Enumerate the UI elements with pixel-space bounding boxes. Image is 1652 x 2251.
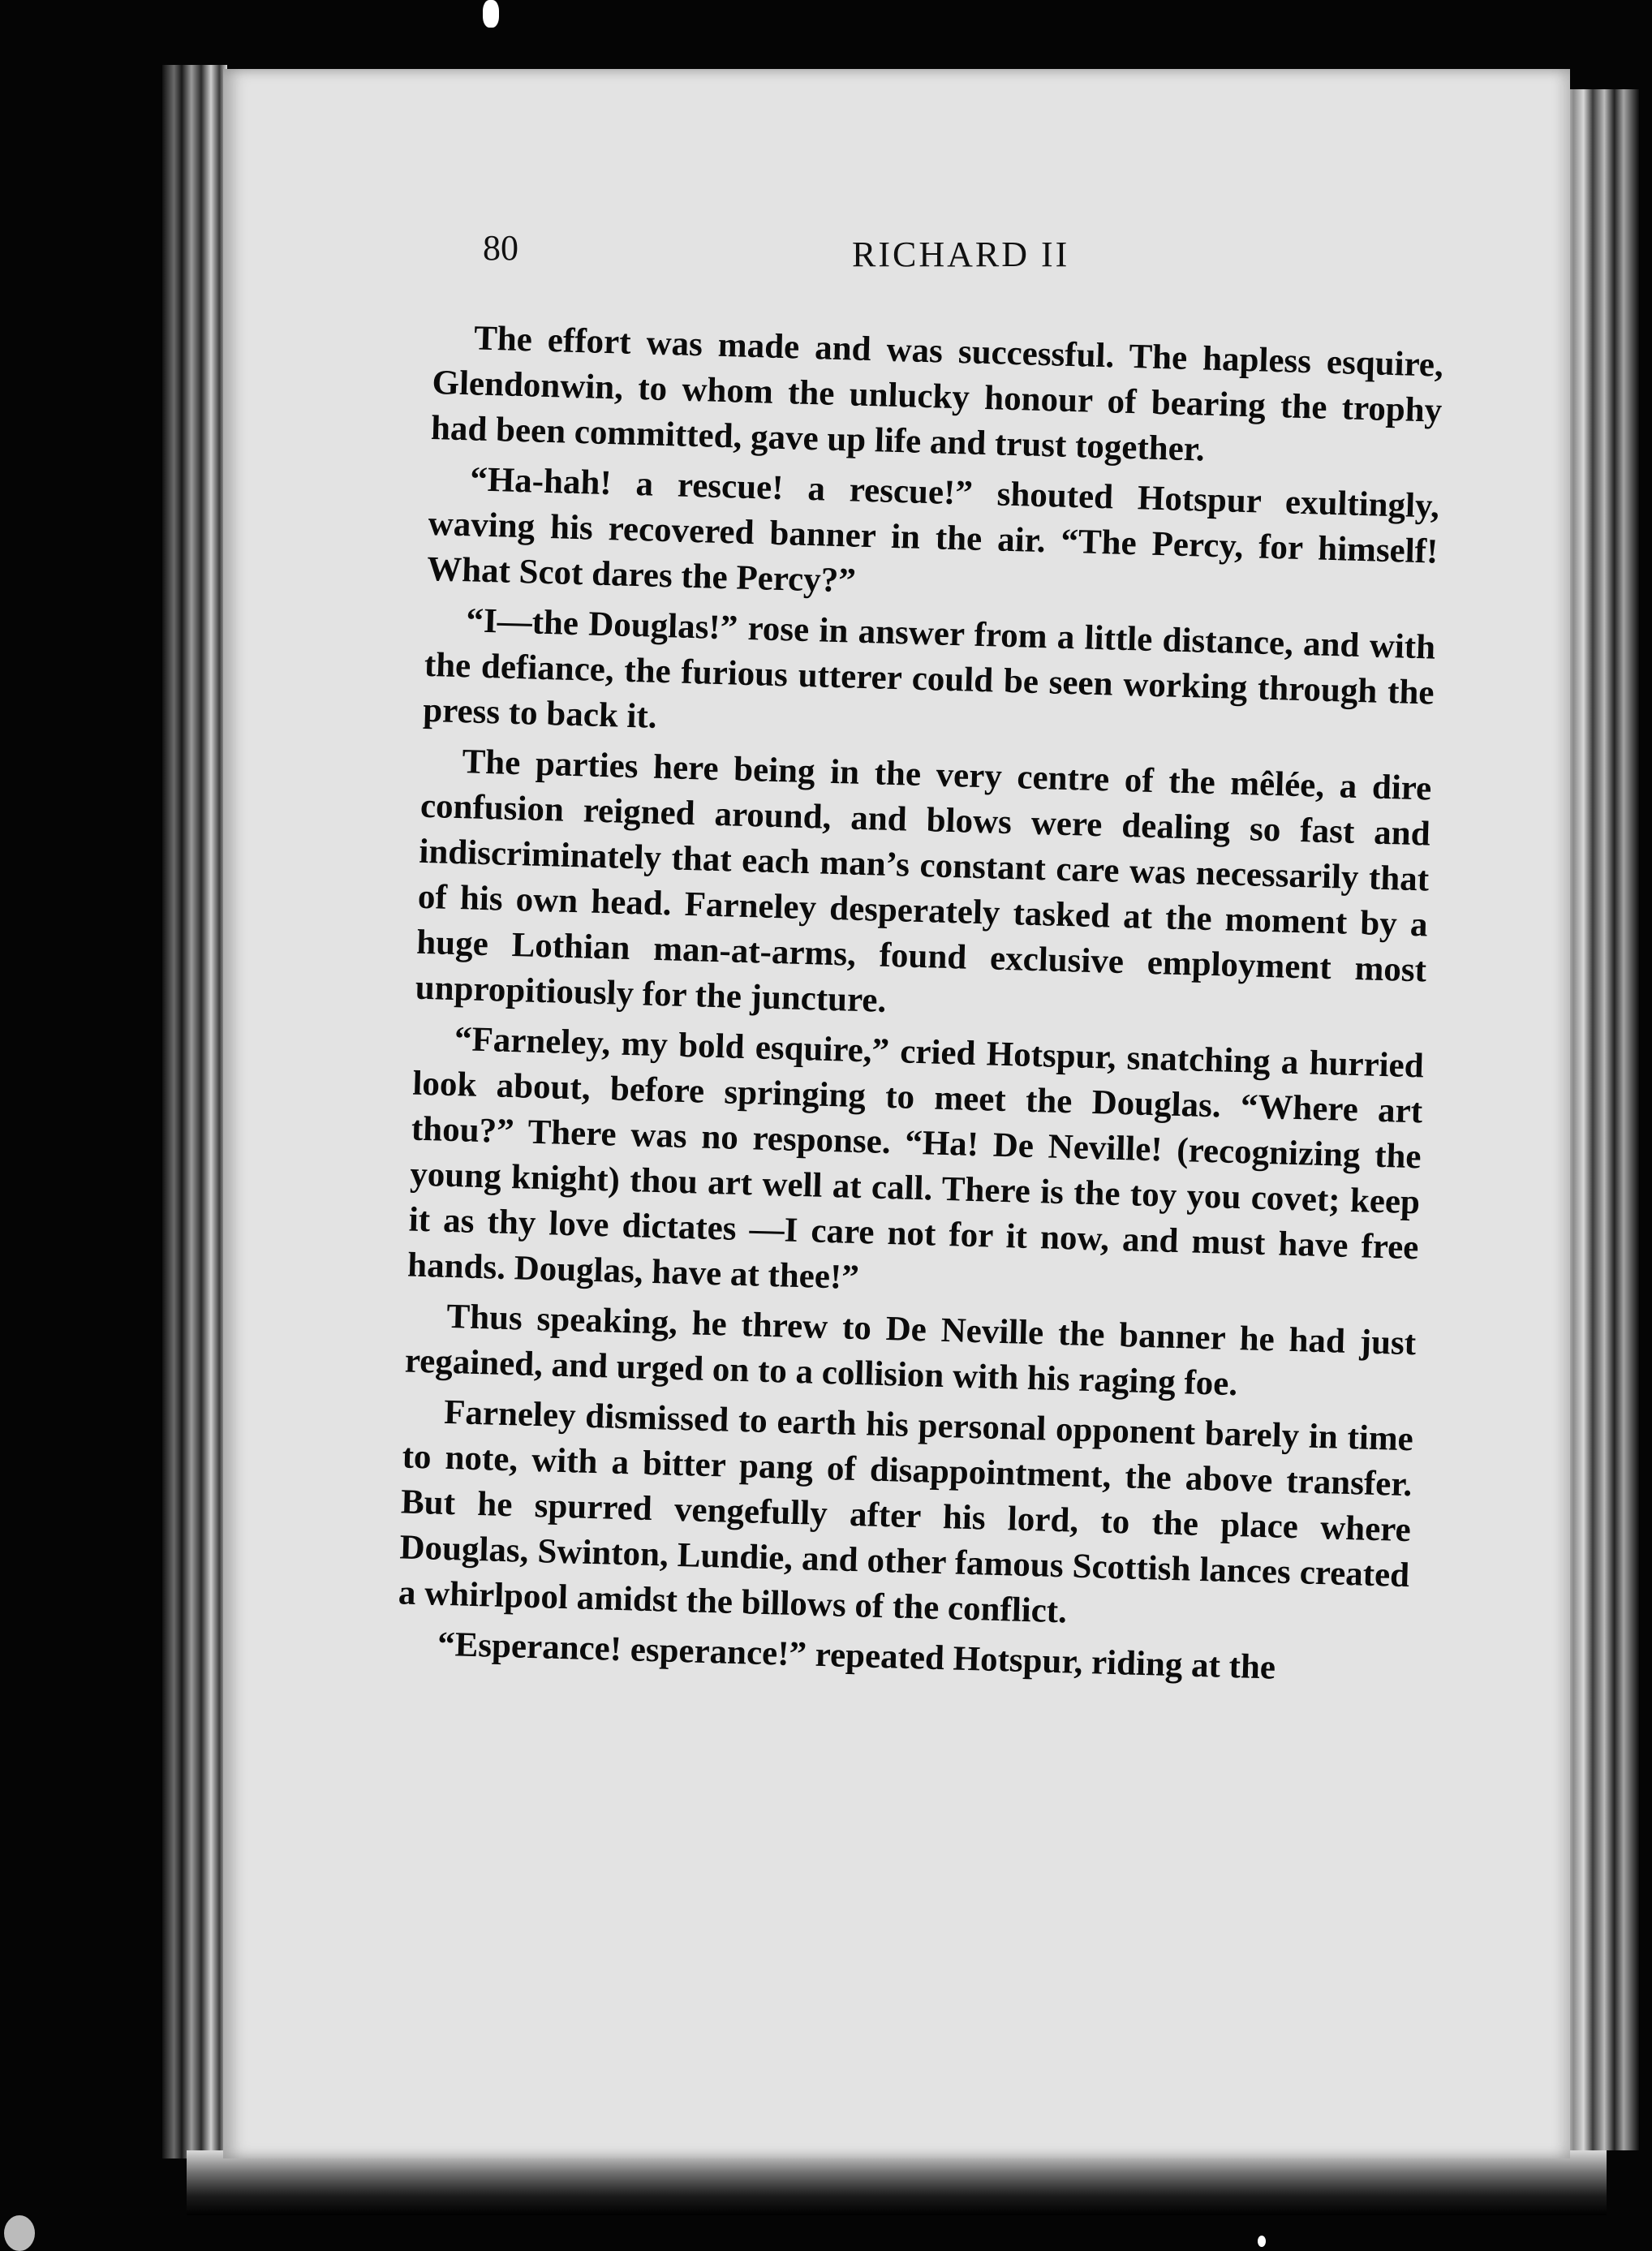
- paragraph: Farneley dismissed to earth his personal opponent barely in time to note, with a bitter pang of disappointment, the above transfer. But he spurred vengefully after his lord, to the place where Douglas, Swinton, Lundie, and other famous Scottish lances created a whirlpool amidst the billows of the conflict.: [398, 1392, 1414, 1631]
- paragraph: The parties here being in the very centre of the mêlée, a dire confusion reigned around, and blows were dealing so fast and indiscriminately that each man’s constant care was necessarily that of his own head. Farneley desperately tasked at the moment by a huge Lothian man-at-arms, found exclusive employment most unpropitiously for the juncture.: [415, 742, 1432, 1020]
- paragraph: Thus speaking, he threw to De Neville the banner he had just regained, and urged on to a collision with his raging foe.: [404, 1297, 1417, 1404]
- paragraph: “Ha-hah! a rescue! a rescue!” shouted Hotspur exultingly, waving his recovered banner in the air. “The Percy, for himself! What Scot dares the Percy?”: [426, 460, 1440, 600]
- paragraph: “Esperance! esperance!” repeated Hotspur, riding at the: [437, 1625, 1276, 1687]
- book-spine-edge-left: [162, 65, 227, 2158]
- page-stack-edge-bottom: [187, 2150, 1607, 2215]
- page-number: 80: [483, 228, 518, 268]
- paragraph: The effort was made and was successful. The hapless esquire, Glendonwin, to whom the unlucky honour of bearing the trophy had been committed, gave up life and trust together.: [430, 319, 1444, 469]
- scan-artifact: [4, 2215, 35, 2251]
- scan-artifact: [483, 0, 499, 28]
- page-stack-edge-right: [1562, 89, 1639, 2150]
- scan-artifact: [1258, 2236, 1266, 2247]
- paragraph: “Farneley, my bold esquire,” cried Hotspur, snatching a hurried look about, before springing to meet the Douglas. “Where art thou?” There was no response. “Ha! De Neville! (recognizing the young knight) thou art well at call. There is the toy you covet; keep it as thy love dictates —I care not for it now, and must have free hands. Douglas, have at thee!”: [407, 1020, 1425, 1298]
- body-text: [396, 315, 1443, 1694]
- paragraph: “I—the Douglas!” rose in answer from a little distance, and with the defiance, the furious utterer could be seen working through the press to back it.: [422, 601, 1436, 736]
- running-head: [483, 227, 1416, 292]
- running-title: RICHARD II: [852, 235, 1070, 274]
